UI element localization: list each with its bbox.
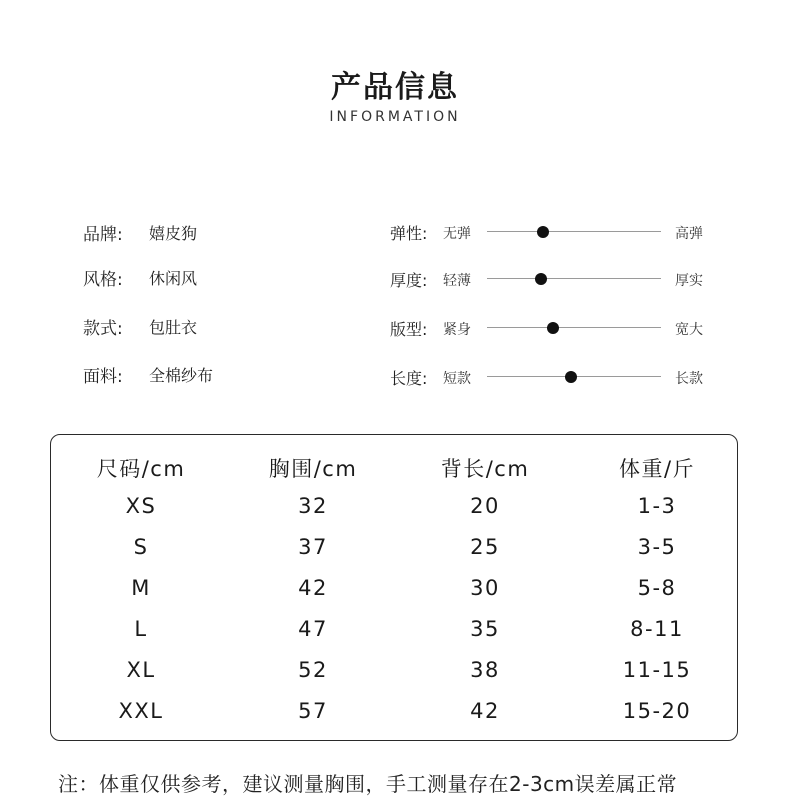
table-cell: 20 <box>470 494 500 518</box>
scale-track <box>487 327 661 328</box>
table-cell: 30 <box>470 576 500 600</box>
scale-label: 弹性: <box>390 224 428 243</box>
scale-label: 厚度: <box>390 271 428 290</box>
table-cell: 37 <box>298 535 328 559</box>
table-cell: 3-5 <box>637 535 677 559</box>
table-cell: 42 <box>298 576 328 600</box>
attribute-label: 风格: <box>83 269 123 290</box>
table-cell: 38 <box>470 658 500 682</box>
table-cell: 11-15 <box>622 658 692 682</box>
scale-high-label: 宽大 <box>675 322 703 338</box>
attribute-brand <box>83 220 197 244</box>
table-cell: 52 <box>298 658 328 682</box>
scale-indicator-dot <box>565 371 577 383</box>
scale-high-label: 高弹 <box>675 226 703 242</box>
scale-elasticity <box>390 219 720 243</box>
scale-label: 长度: <box>390 369 428 388</box>
page-subtitle: INFORMATION <box>329 109 461 125</box>
footnote: 注：体重仅供参考，建议测量胸围，手工测量存在2-3cm误差属正常 <box>58 772 678 796</box>
scale-track <box>487 278 661 279</box>
table-cell: XL <box>126 658 156 682</box>
table-cell: 1-3 <box>637 494 677 518</box>
table-cell: M <box>131 576 151 600</box>
size-table <box>50 434 738 741</box>
table-cell: XXL <box>118 699 164 723</box>
attribute-label: 款式: <box>83 318 123 339</box>
scale-track <box>487 231 661 232</box>
page-title: 产品信息 <box>331 70 459 105</box>
scale-low-label: 短款 <box>443 371 471 387</box>
scale-thickness <box>390 266 720 290</box>
attribute-value: 休闲风 <box>149 268 198 288</box>
table-cell: 8-11 <box>630 617 684 641</box>
attribute-style <box>83 265 197 289</box>
table-cell: 47 <box>298 617 328 641</box>
scale-low-label: 轻薄 <box>443 273 471 289</box>
table-header-chest: 胸围/cm <box>268 457 358 481</box>
table-header-weight: 体重/斤 <box>618 457 696 481</box>
table-cell: L <box>134 617 148 641</box>
attribute-label: 面料: <box>83 366 123 387</box>
table-cell: XS <box>125 494 157 518</box>
attribute-value: 嬉皮狗 <box>149 223 198 243</box>
scale-fit <box>390 315 720 339</box>
table-cell: S <box>133 535 149 559</box>
table-cell: 57 <box>298 699 328 723</box>
table-header-size: 尺码/cm <box>96 457 186 481</box>
scale-low-label: 无弹 <box>443 226 471 242</box>
scale-label: 版型: <box>390 320 428 339</box>
scale-indicator-dot <box>535 273 547 285</box>
attribute-value: 全棉纱布 <box>149 365 214 385</box>
attribute-fabric <box>83 362 213 386</box>
attribute-value: 包肚衣 <box>149 317 198 337</box>
table-cell: 42 <box>470 699 500 723</box>
table-cell: 15-20 <box>622 699 692 723</box>
scale-high-label: 长款 <box>675 371 703 387</box>
table-cell: 25 <box>470 535 500 559</box>
scale-length <box>390 364 720 388</box>
table-cell: 35 <box>470 617 500 641</box>
table-cell: 32 <box>298 494 328 518</box>
table-header-back: 背长/cm <box>440 457 530 481</box>
scale-indicator-dot <box>547 322 559 334</box>
attribute-design <box>83 314 197 338</box>
scale-high-label: 厚实 <box>675 273 703 289</box>
scale-low-label: 紧身 <box>443 322 471 338</box>
attribute-label: 品牌: <box>83 224 123 245</box>
table-cell: 5-8 <box>637 576 677 600</box>
scale-indicator-dot <box>537 226 549 238</box>
